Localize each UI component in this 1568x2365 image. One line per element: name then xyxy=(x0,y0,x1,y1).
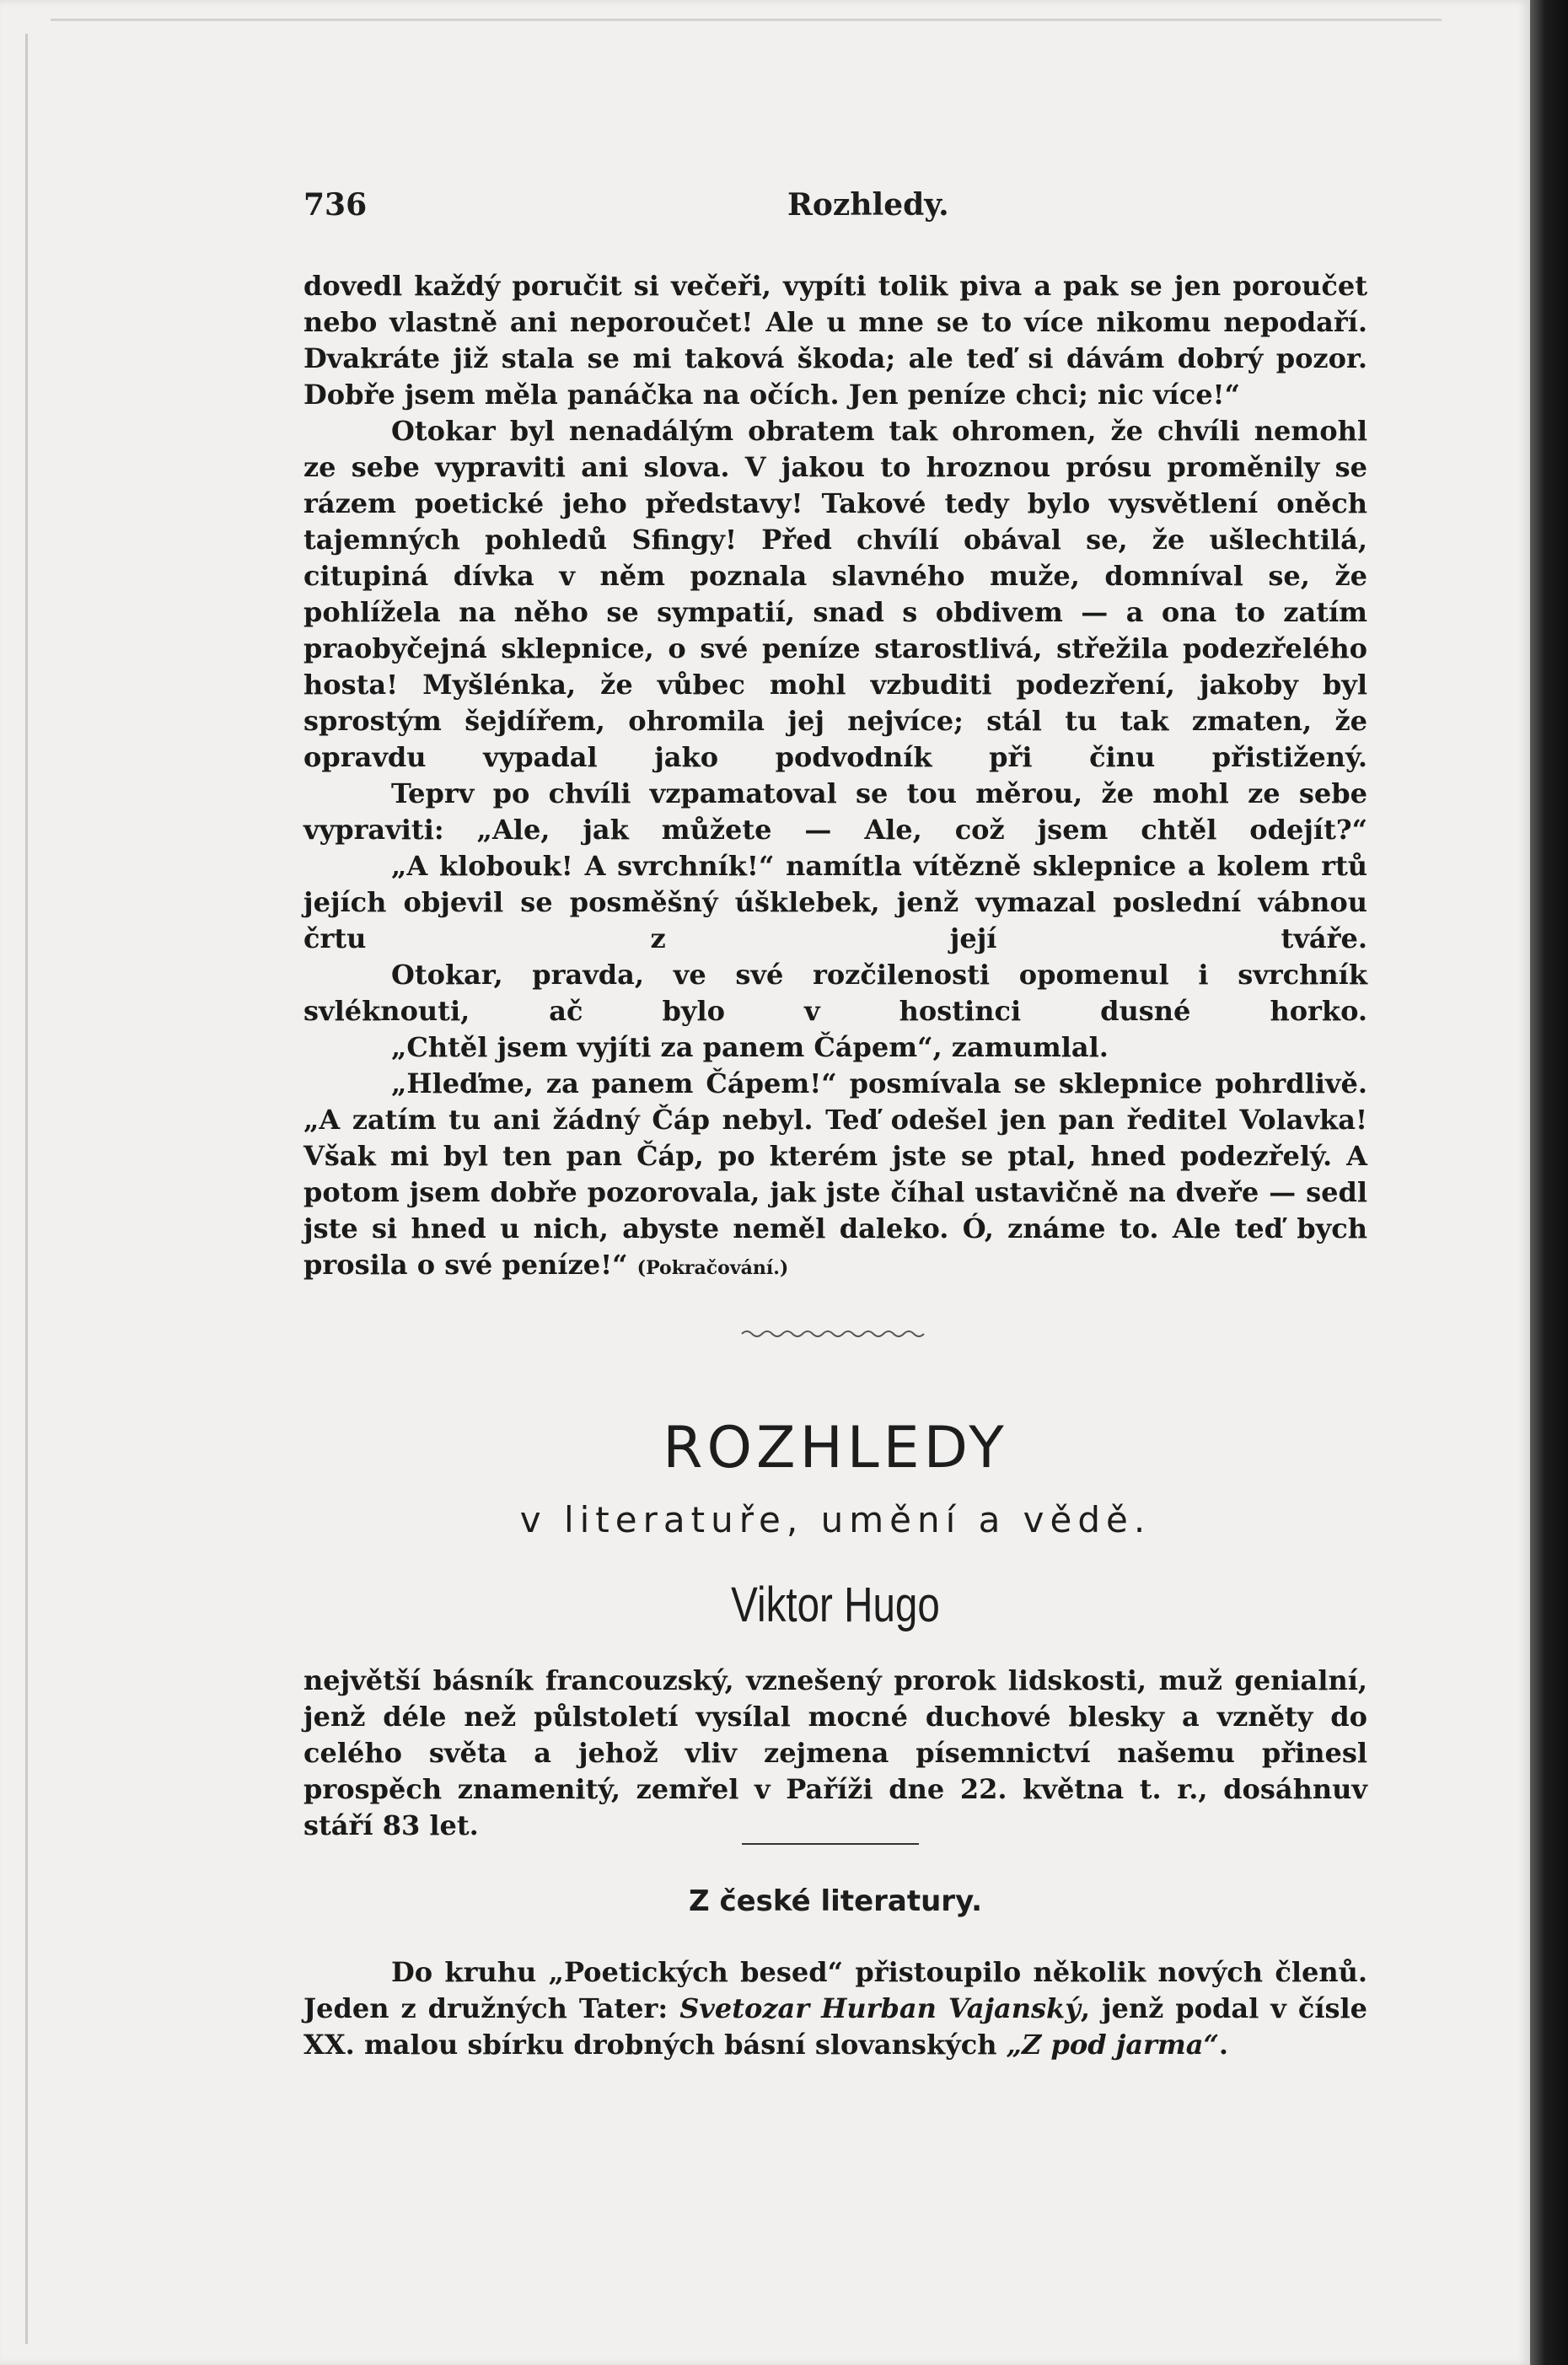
section-subtitle: v literatuře, umění a vědě. xyxy=(519,1499,1152,1540)
literature-author: Svetozar Hurban Vajanský xyxy=(679,1992,1081,2024)
story-paragraph: Otokar, pravda, ve své rozčilenosti opomenul i svrchník svléknouti, ač bylo v hostinci dusné horko. xyxy=(303,959,1367,1027)
page-left-rule xyxy=(25,34,28,2344)
running-title: Rozhledy. xyxy=(787,187,949,223)
story-paragraph: dovedl každý poručit si večeři, vypíti tolik piva a pak se jen poroučet nebo vlastně ani neporoučet! Ale u mne se to více nikomu nepodaří. Dvakráte již stala se mi taková škoda; ale teď si dávám dobrý pozor. Dobře jsem měla panáčka na očích. Jen peníze chci; nic více!“ xyxy=(303,270,1367,411)
scan-edge xyxy=(1530,0,1568,2365)
literature-paragraph xyxy=(303,1954,1367,2063)
section-divider xyxy=(742,1843,919,1845)
literature-collection: „Z pod jarma“ xyxy=(1006,2029,1219,2061)
story-paragraph: Otokar byl nenadálým obratem tak ohromen, že chvíli nemohl ze sebe vypraviti ani slova. V jakou to hroznou prósu proměnily se rázem poetické jeho představy! Takové tedy bylo vysvětlení oněch tajemných pohledů Sfingy! Před chvílí obával se, že ušlechtilá, citupiná dívka v něm poznala slavného muže, domníval se, že pohlížela na něho se sympatií, snad s obdivem — a ona to zatím praobyčejná sklepnice, o své peníze starostlivá, střežila podezřelého hosta! Myšlénka, že vůbec mohl vzbuditi podezření, jakoby byl sprostým šejdířem, ohromila jej nejvíce; stál tu tak zmaten, že opravdu vypadal jako podvodník při činu přistižený. xyxy=(303,415,1367,773)
story-text xyxy=(303,268,1367,1287)
page-number: 736 xyxy=(303,187,368,223)
story-paragraph: „A klobouk! A svrchník!“ namítla vítězně sklepnice a kolem rtů jejích objevil se posměšný úšklebek, jenž vymazal poslední vábnou črtu z její tváře. xyxy=(303,850,1367,954)
page-top-rule xyxy=(51,19,1442,21)
ornament-divider xyxy=(740,1324,926,1344)
literature-text-part: , jenž podal v čísle XX. malou sbírku drobných básní slovanských xyxy=(303,1992,1368,2061)
continuation-note: (Pokračování.) xyxy=(636,1257,789,1279)
literature-subheading: Z české literatury. xyxy=(688,1884,983,1918)
story-paragraph xyxy=(303,1066,1367,1287)
literature-text-part: Do kruhu „Poetických besed“ přistoupilo několik nových členů. Jeden z družných Tater: xyxy=(303,1956,1367,2024)
section-title: ROZHLEDY xyxy=(663,1415,1008,1481)
article-paragraph: největší básník francouzský, vznešený prorok lidskosti, muž genialní, jenž déle než půlstoletí vysílal mocné duchové blesky a vzněty do celého světa a jehož vliv zejmena písemnictví našemu přinesl prospěch znamenitý, zemřel v Paříži dne 22. května t. r., dosáhnuv stáří 83 let. xyxy=(303,1664,1367,1841)
story-paragraph: „Chtěl jsem vyjíti za panem Čápem“, zamumlal. xyxy=(391,1031,1109,1063)
article-text xyxy=(303,1663,1367,1844)
literature-text-part: . xyxy=(1218,2029,1229,2061)
story-paragraph-text: „Hleďme, za panem Čápem!“ posmívala se sklepnice pohrdlivě. „A zatím tu ani žádný Čáp nebyl. Teď odešel jen pan ředitel Volavka! Však mi byl ten pan Čáp, po kterém jste se ptal, hned podezřelý. A potom jsem dobře pozorovala, jak jste číhal ustavičně na dveře — sedl jste si hned u nich, abyste neměl daleko. Ó, známe to. Ale teď bych prosila o své peníze!“ xyxy=(303,1067,1367,1281)
literature-text xyxy=(303,1954,1367,2063)
article-title: Viktor Hugo xyxy=(731,1578,940,1632)
page-header xyxy=(303,187,1366,229)
story-paragraph: Teprv po chvíli vzpamatoval se tou měrou, že mohl ze sebe vypraviti: „Ale, jak můžete — Ale, což jsem chtěl odejít?“ xyxy=(303,777,1367,846)
